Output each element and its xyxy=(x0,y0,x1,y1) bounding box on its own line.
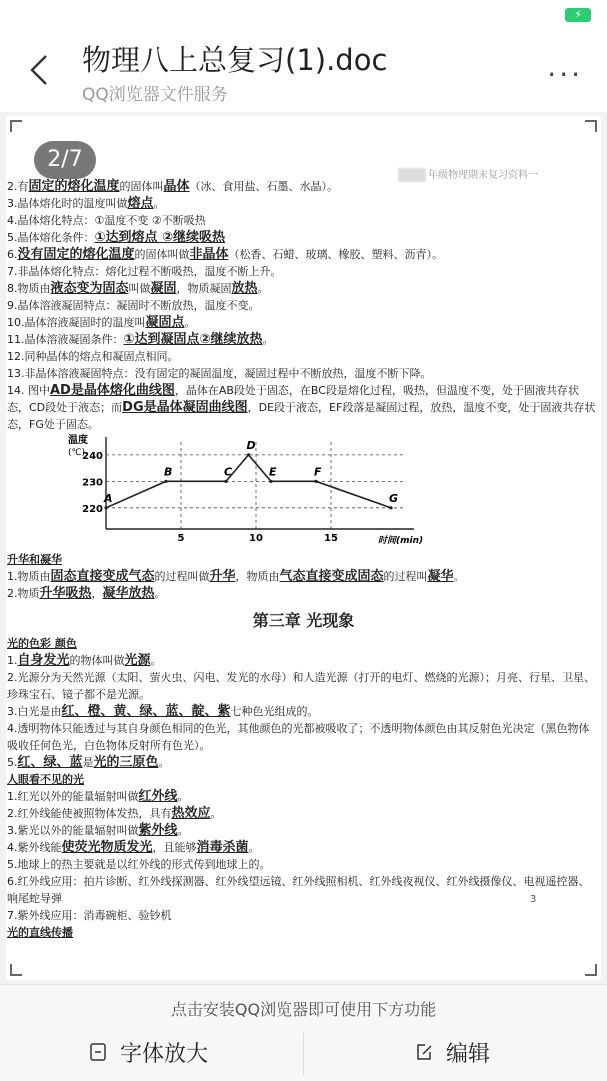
document-viewer[interactable] xyxy=(0,112,607,984)
page-header-note: 年级物理期末复习资料一 xyxy=(398,166,538,182)
document-subtitle: QQ浏览器文件服务 xyxy=(82,85,228,105)
page-corner-mark xyxy=(585,964,597,976)
back-arrow-icon xyxy=(26,50,56,90)
text-line: 4.晶体熔化特点：①温度不变 ②不断吸热 xyxy=(7,214,206,227)
x-tick-label: 5 xyxy=(177,533,185,544)
curve-point xyxy=(224,480,227,483)
page-indicator: 2/7 xyxy=(34,141,96,179)
section-heading: 光的直线传播 xyxy=(7,926,73,939)
x-tick-label: 10 xyxy=(249,533,263,544)
font-enlarge-button[interactable] xyxy=(0,1035,303,1075)
text-line: 11.晶体溶液凝固条件：①达到凝固点②继续放热。 xyxy=(7,332,274,347)
curve-point xyxy=(247,453,250,456)
text-line: 1.自身发光的物体叫做光源。 xyxy=(7,653,162,668)
text-line: 5.地球上的热主要就是以红外线的形式传到地球上的。 xyxy=(7,858,271,871)
curve-point xyxy=(164,480,167,483)
point-label: A xyxy=(104,491,113,505)
text-line: 2.红外线能使被照物体发热，具有热效应。 xyxy=(7,806,222,821)
text-line: 5.红、绿、蓝是光的三原色。 xyxy=(7,755,170,770)
text-line: 4.紫外线能使荧光物质发光，且能够消毒杀菌。 xyxy=(7,840,260,855)
curve-point xyxy=(104,506,107,509)
text-line: 9.晶体溶液凝固特点：凝固时不断放热，温度不变。 xyxy=(7,299,260,312)
text-line: 2.光源分为天然光源（太阳、萤火虫、闪电、发光的水母）和人造光源（打开的电灯、燃烧的光源）；月亮、行星、卫星、珍珠宝石、镜子都不是光源。 xyxy=(7,671,595,701)
text-line: 6.没有固定的熔化温度的固体叫做非晶体（松香、石蜡、玻璃、橡胶、塑料、沥青）。 xyxy=(7,247,444,262)
melting-curve-graph xyxy=(6,433,601,551)
melting-curve-svg xyxy=(66,433,426,551)
y-tick-label: 230 xyxy=(82,477,103,489)
point-label: C xyxy=(224,465,233,479)
edit-button[interactable] xyxy=(304,1035,607,1075)
point-label: D xyxy=(246,438,256,452)
section-heading: 人眼看不见的光 xyxy=(7,773,84,786)
text-line: 7.紫外线应用：消毒碗柜、验钞机 xyxy=(7,909,172,922)
page-number: 3 xyxy=(530,894,537,905)
text-line: 12.同种晶体的熔点和凝固点相同。 xyxy=(7,350,179,363)
text-line: 7.非晶体熔化特点：熔化过程不断吸热，温度不断上升。 xyxy=(7,265,282,278)
text-line: 5.晶体熔化条件：①达到熔点 ②继续吸热 xyxy=(7,230,226,245)
page-corner-mark xyxy=(10,964,22,976)
x-axis-label: 时间(min) xyxy=(378,536,424,546)
point-label: B xyxy=(164,465,173,479)
text-line: 2.有固定的熔化温度的固体叫晶体（冰、食用盐、石墨、水晶）。 xyxy=(7,179,339,194)
install-tip[interactable]: 点击安装QQ浏览器即可使用下方功能 xyxy=(170,1000,437,1019)
text-line: 3.紫光以外的能量辐射叫做紫外线。 xyxy=(7,823,189,838)
more-options-button[interactable] xyxy=(547,58,583,91)
text-line: 6.红外线应用：拍片诊断、红外线探测器、红外线望远镜、红外线照相机、红外线夜视仪、红外线摄像仪、电视遥控器、响尾蛇导弹 xyxy=(7,875,590,905)
bottom-toolbar xyxy=(0,984,607,1081)
text-line: 3.晶体熔化时的温度叫做熔点。 xyxy=(7,196,165,211)
section-heading: 光的色彩 颜色 xyxy=(7,637,77,650)
text-line: 2.物质升华吸热，凝华放热。 xyxy=(7,586,166,601)
text-line: 3.白光是由红、橙、黄、绿、蓝、靛、紫七种色光组成的。 xyxy=(7,704,319,719)
text-line: 4.透明物体只能透过与其自身颜色相同的色光，其他颜色的光都被吸收了；不透明物体颜色由其反射色光决定（黑色物体吸收任何色光，白色物体反射所有色光）。 xyxy=(7,722,590,752)
curve-point xyxy=(314,480,317,483)
section-heading: 升华和凝华 xyxy=(7,553,62,566)
curve-point xyxy=(269,480,272,483)
y-tick-label: 240 xyxy=(82,450,103,462)
text-line: 8.物质由液态变为固态叫做凝固，物质凝固放热。 xyxy=(7,281,269,296)
page-corner-mark xyxy=(585,120,597,132)
point-label: G xyxy=(389,491,399,505)
point-label: E xyxy=(269,465,277,479)
text-line: 14. 图中AD是晶体熔化曲线图，晶体在AB段处于固态，在BC段是熔化过程，吸热，但温度不变，处于固液共存状态，CD段处于液态；而DG是晶体凝固曲线图，DE段于液态，EF段落是凝固过程，放热，温度不变，处于固液共存状态，FG处于固态。 xyxy=(7,383,596,431)
y-tick-label: 220 xyxy=(82,503,103,515)
edit-icon xyxy=(416,1043,432,1061)
y-axis-unit: (℃) xyxy=(68,448,86,458)
y-axis-label: 温度 xyxy=(68,435,88,446)
edit-label: 编辑 xyxy=(446,1042,491,1067)
back-button[interactable] xyxy=(26,50,56,90)
text-line: 13.非晶体溶液凝固特点：没有固定的凝固温度，凝固过程中不断放热，温度不断下降。 xyxy=(7,367,432,380)
app-header xyxy=(0,28,607,112)
document-title: 物理八上总复习(1).doc xyxy=(82,43,388,77)
page-content xyxy=(6,178,601,941)
x-tick-label: 15 xyxy=(324,533,338,544)
page-corner-mark xyxy=(10,120,22,132)
more-dots-icon: ··· xyxy=(547,58,583,91)
battery-charging-icon: ⚡ xyxy=(565,8,591,22)
status-bar xyxy=(0,0,607,28)
chapter-title: 第三章 光现象 xyxy=(252,611,355,630)
text-line: 1.红光以外的能量辐射叫做红外线。 xyxy=(7,789,189,804)
document-page xyxy=(6,116,601,980)
font-enlarge-label: 字体放大 xyxy=(120,1042,209,1067)
point-label: F xyxy=(314,465,322,479)
curve-point xyxy=(389,506,392,509)
text-line: 10.晶体溶液凝固时的温度叫凝固点。 xyxy=(7,315,196,330)
font-size-icon xyxy=(90,1043,106,1061)
text-line: 1.物质由固态直接变成气态的过程叫做升华，物质由气态直接变成固态的过程叫凝华。 xyxy=(7,569,465,584)
